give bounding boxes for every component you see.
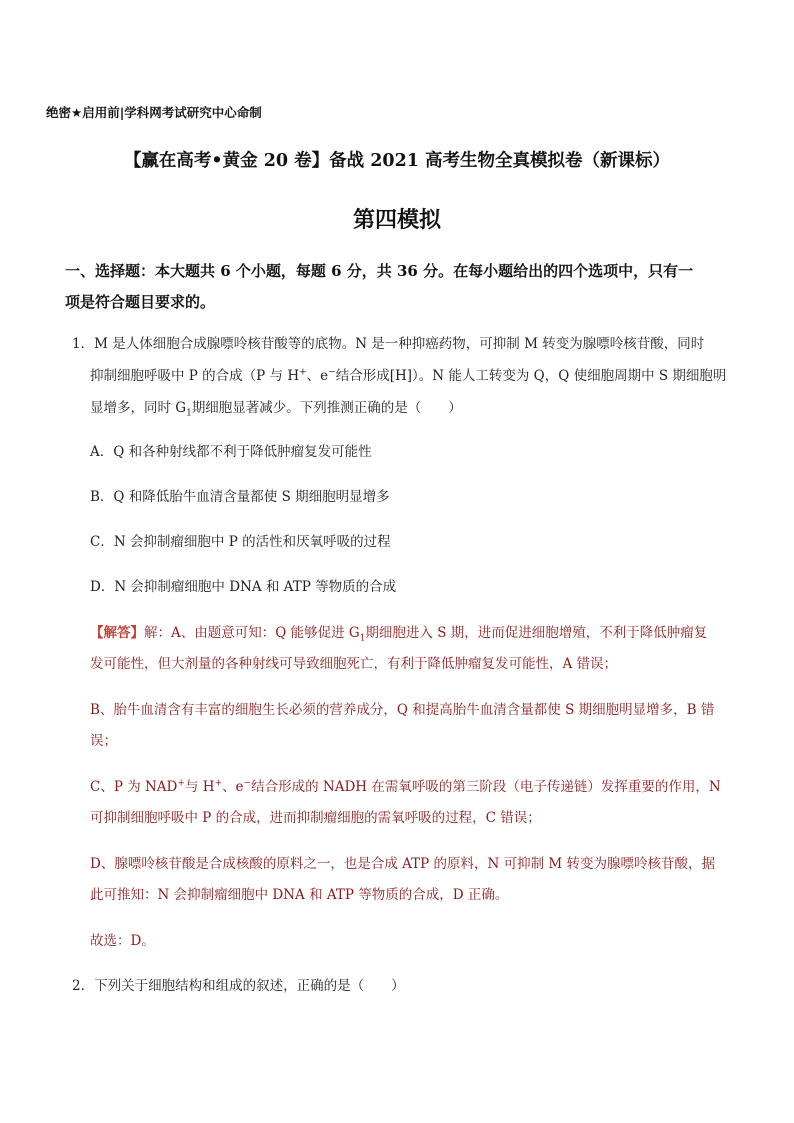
answer-line-c2: 可抑制细胞呼吸中 P 的合成，进而抑制瘤细胞的需氧呼吸的过程，C 错误； (90, 810, 541, 826)
answer-text: 期细胞进入 S 期，进而促进细胞增殖，不利于降低肿瘤复 (365, 625, 708, 641)
answer-text: 结合形成的 NADH 在需氧呼吸的第三阶段（电子传递链）发挥重要的作用，N (251, 779, 721, 795)
answer-line-d2: 此可推知：N 会抑制瘤细胞中 DNA 和 ATP 等物质的合成，D 正确。 (90, 887, 509, 903)
answer-superscript: − (243, 778, 252, 789)
section-heading-line-2: 项是符合题目要求的。 (65, 293, 216, 311)
option-a: A．Q 和各种射线都不利于降低肿瘤复发可能性 (90, 444, 372, 460)
option-c: C．N 会抑制瘤细胞中 P 的活性和厌氧呼吸的过程 (90, 534, 391, 550)
answer-line-b2: 误； (90, 733, 117, 749)
answer-line-a1 (90, 619, 707, 649)
answer-tag: 【解答】 (90, 625, 144, 641)
stem-superscript: − (328, 367, 336, 378)
stem-text: 、e (306, 368, 329, 384)
exam-title: 【赢在高考•黄金 20 卷】备战 2021 高考生物全真模拟卷（新课标） (123, 151, 671, 171)
stem-text: 显增多，同时 G (90, 400, 187, 416)
question-2-stem: 2．下列关于细胞结构和组成的叙述，正确的是（ ） (72, 978, 405, 994)
stem-text: 抑制细胞呼吸中 P 的合成（P 与 H (90, 368, 300, 384)
answer-superscript: + (177, 778, 185, 789)
answer-text: 、e (222, 779, 244, 795)
answer-text: 与 H (184, 779, 215, 795)
question-1-stem-line-3 (90, 394, 462, 424)
exam-subtitle: 第四模拟 (352, 207, 441, 233)
option-b: B．Q 和降低胎牛血清含量都使 S 期细胞明显增多 (90, 489, 390, 505)
answer-line-a2: 发可能性，但大剂量的各种射线可导致细胞死亡，有利于降低肿瘤复发可能性，A 错误； (90, 656, 618, 672)
stem-superscript: + (299, 367, 307, 378)
option-d: D．N 会抑制瘤细胞中 DNA 和 ATP 等物质的合成 (90, 579, 397, 595)
question-1-stem-line-1: 1．M 是人体细胞合成腺嘌呤核苷酸等的底物。N 是一种抑癌药物，可抑制 M 转变为腺嘌呤核苷酸，同时 (72, 336, 705, 352)
answer-superscript: + (214, 778, 223, 789)
answer-line-b1: B、胎牛血清含有丰富的细胞生长必须的营养成分，Q 和提高胎牛血清含量都使 S 期细胞明显增多，B 错 (90, 702, 715, 718)
stem-text: 期细胞显著减少。下列推测正确的是（ ） (191, 400, 462, 416)
section-heading (65, 256, 745, 318)
question-1-stem-line-2 (90, 362, 726, 392)
answer-final: 故选：D。 (90, 933, 155, 949)
section-heading-line-1: 一、选择题：本大题共 6 个小题，每题 6 分，共 36 分。在每小题给出的四个选项中，只有一 (65, 262, 694, 280)
answer-line-d1: D、腺嘌呤核苷酸是合成核酸的原料之一，也是合成 ATP 的原料，N 可抑制 M 转变为腺嘌呤核苷酸，据 (90, 856, 716, 872)
answer-text: C、P 为 NAD (90, 779, 178, 795)
answer-subscript: 1 (359, 633, 366, 644)
stem-text: 结合形成[H]）。N 能人工转变为 Q，Q 使细胞周期中 S 期细胞明 (335, 368, 727, 384)
answer-text: 解：A、由题意可知：Q 能够促进 G (144, 625, 360, 641)
confidential-label: 绝密★启用前|学科网考试研究中心命制 (46, 105, 262, 120)
stem-subscript: 1 (186, 408, 192, 419)
answer-line-c1 (90, 773, 721, 803)
